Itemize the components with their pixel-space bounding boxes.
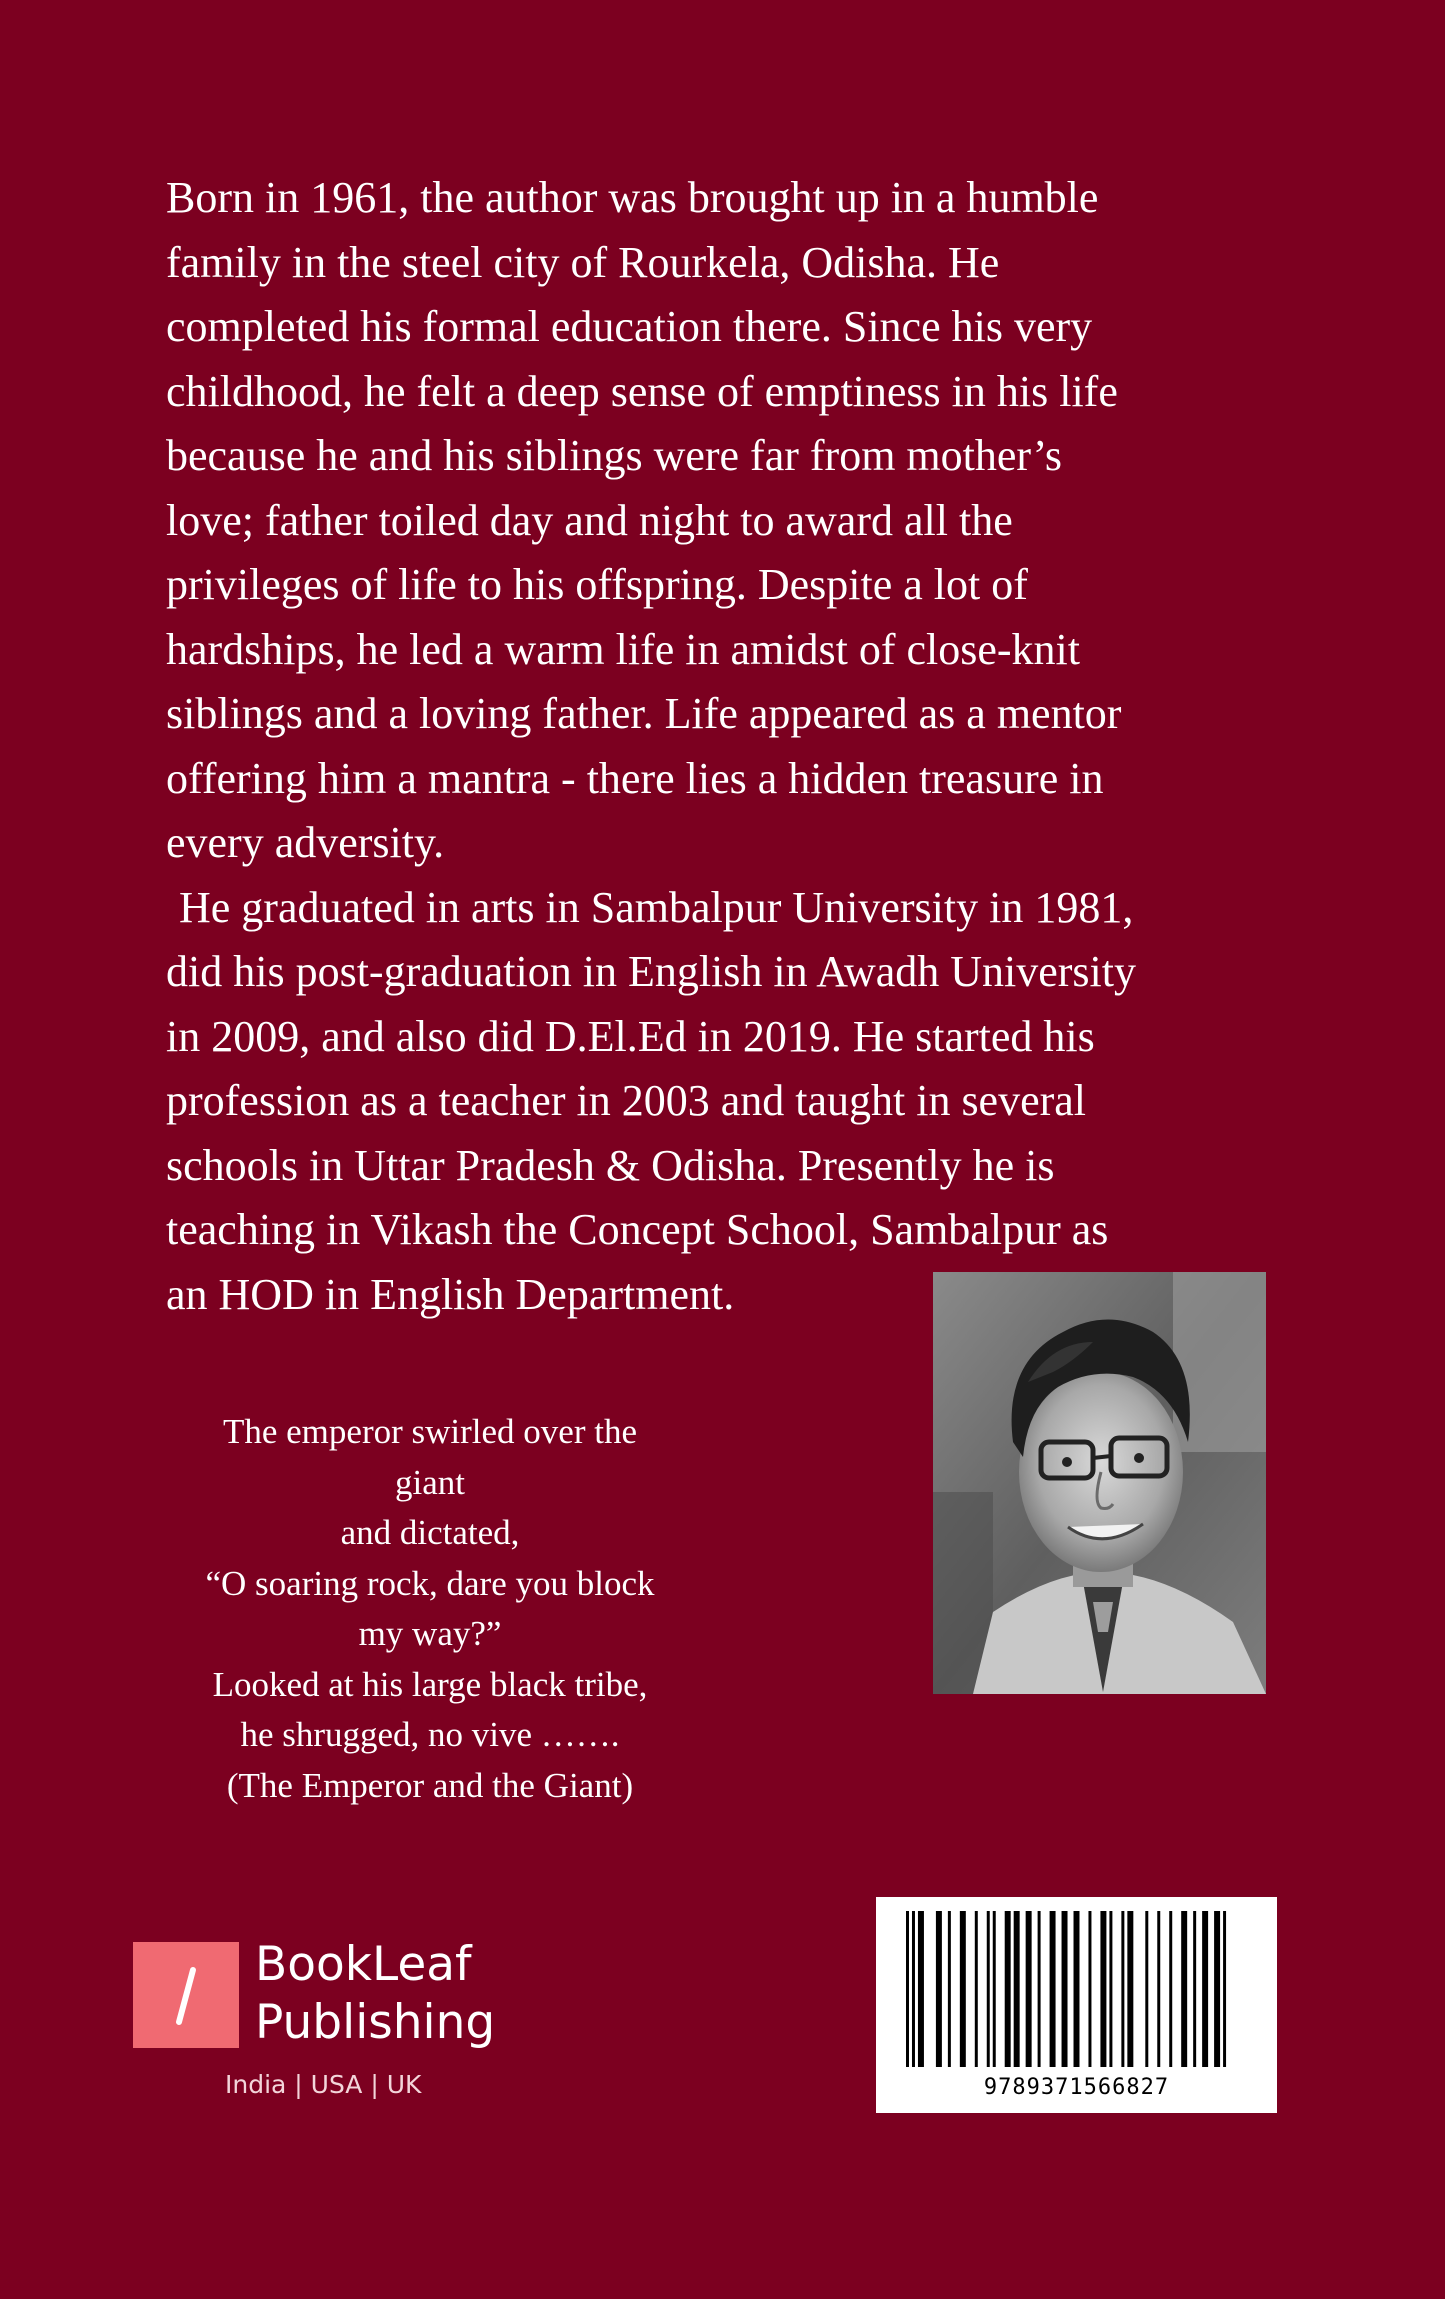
bio-line: siblings and a loving father. Life appeared as a mentor xyxy=(166,689,1122,738)
bio-line: did his post-graduation in English in Awadh University xyxy=(166,947,1136,996)
isbn-barcode xyxy=(876,1897,1277,2113)
bio-line: an HOD in English Department. xyxy=(166,1269,735,1319)
barcode-bar xyxy=(960,1911,966,2067)
author-photo xyxy=(933,1272,1266,1694)
barcode-bar xyxy=(918,1911,924,2067)
barcode-bar xyxy=(1214,1911,1220,2067)
publisher-name-line1: BookLeaf xyxy=(255,1937,472,1992)
bio-line: in 2009, and also did D.El.Ed in 2019. He started his xyxy=(166,1011,1095,1061)
barcode-bar xyxy=(1157,1911,1160,2067)
bio-line: schools in Uttar Pradesh & Odisha. Presently he is xyxy=(166,1140,1055,1190)
bio-line: Born in 1961, the author was brought up in a humble xyxy=(166,173,1099,222)
bio-line: profession as a teacher in 2003 and taught in several xyxy=(166,1076,1087,1125)
publisher-logo xyxy=(133,1937,553,2122)
author-portrait-icon xyxy=(933,1272,1266,1694)
bio-line: family in the steel city of Rourkela, Odisha. He xyxy=(166,237,1000,287)
barcode-bar xyxy=(987,1911,990,2067)
publisher-name xyxy=(255,1936,495,2052)
barcode-bar xyxy=(1062,1911,1068,2067)
barcode-bar xyxy=(1038,1911,1041,2067)
poem-line: and dictated, xyxy=(340,1513,520,1552)
barcode-bar xyxy=(1169,1911,1172,2067)
barcode-bar xyxy=(1127,1911,1133,2067)
barcode-bar xyxy=(1145,1911,1148,2067)
bio-line: because he and his siblings were far from mother’s xyxy=(166,431,1063,480)
barcode-bar xyxy=(975,1911,978,2067)
barcode-bar xyxy=(1088,1911,1091,2067)
barcode-bar xyxy=(948,1911,951,2067)
bio-line: every adversity. xyxy=(166,818,445,867)
barcode-bar xyxy=(1121,1911,1124,2067)
barcode-bar xyxy=(1005,1911,1011,2067)
barcode-bar xyxy=(1202,1911,1208,2067)
barcode-bar xyxy=(936,1911,942,2067)
barcode-bar xyxy=(1100,1911,1106,2067)
bio-line: privileges of life to his offspring. Despite a lot of xyxy=(166,560,1028,609)
barcode-bar xyxy=(1181,1911,1187,2067)
poem-excerpt xyxy=(150,1407,710,1811)
publisher-name-line2: Publishing xyxy=(255,1995,496,2050)
barcode-bar xyxy=(1074,1911,1080,2067)
bio-line: hardships, he led a warm life in amidst of close-knit xyxy=(166,624,1080,674)
publisher-regions: India | USA | UK xyxy=(225,2070,422,2099)
barcode-bar xyxy=(1026,1911,1032,2067)
poem-line: (The Emperor and the Giant) xyxy=(226,1765,634,1805)
barcode-bar xyxy=(1193,1911,1196,2067)
poem-line: The emperor swirled over the xyxy=(222,1412,637,1451)
bio-line: love; father toiled day and night to award all the xyxy=(166,495,1013,545)
poem-line: my way?” xyxy=(358,1614,502,1653)
poem-line: “O soaring rock, dare you block xyxy=(205,1563,655,1603)
poem-line: he shrugged, no vive ……. xyxy=(240,1715,620,1754)
poem-line: giant xyxy=(395,1462,465,1502)
author-bio xyxy=(166,166,1286,1327)
bio-line: He graduated in arts in Sambalpur University in 1981, xyxy=(179,882,1134,932)
barcode-bar xyxy=(906,1911,909,2067)
barcode-bar xyxy=(1109,1911,1112,2067)
publisher-slash-icon xyxy=(133,1942,239,2048)
bio-line: teaching in Vikash the Concept School, Sambalpur as xyxy=(166,1205,1109,1254)
barcode-icon xyxy=(876,1897,1277,2077)
isbn-number: 9789371566827 xyxy=(983,2075,1170,2100)
barcode-bar xyxy=(1014,1911,1020,2067)
bio-line: childhood, he felt a deep sense of emptiness in his life xyxy=(166,366,1118,416)
bio-line: offering him a mantra - there lies a hidden treasure in xyxy=(166,753,1104,803)
barcode-bar xyxy=(1050,1911,1056,2067)
barcode-bar xyxy=(1223,1911,1226,2067)
bio-line: completed his formal education there. Since his very xyxy=(166,302,1093,351)
poem-line: Looked at his large black tribe, xyxy=(212,1664,648,1704)
barcode-bar xyxy=(912,1911,915,2067)
barcode-bar xyxy=(993,1911,996,2067)
